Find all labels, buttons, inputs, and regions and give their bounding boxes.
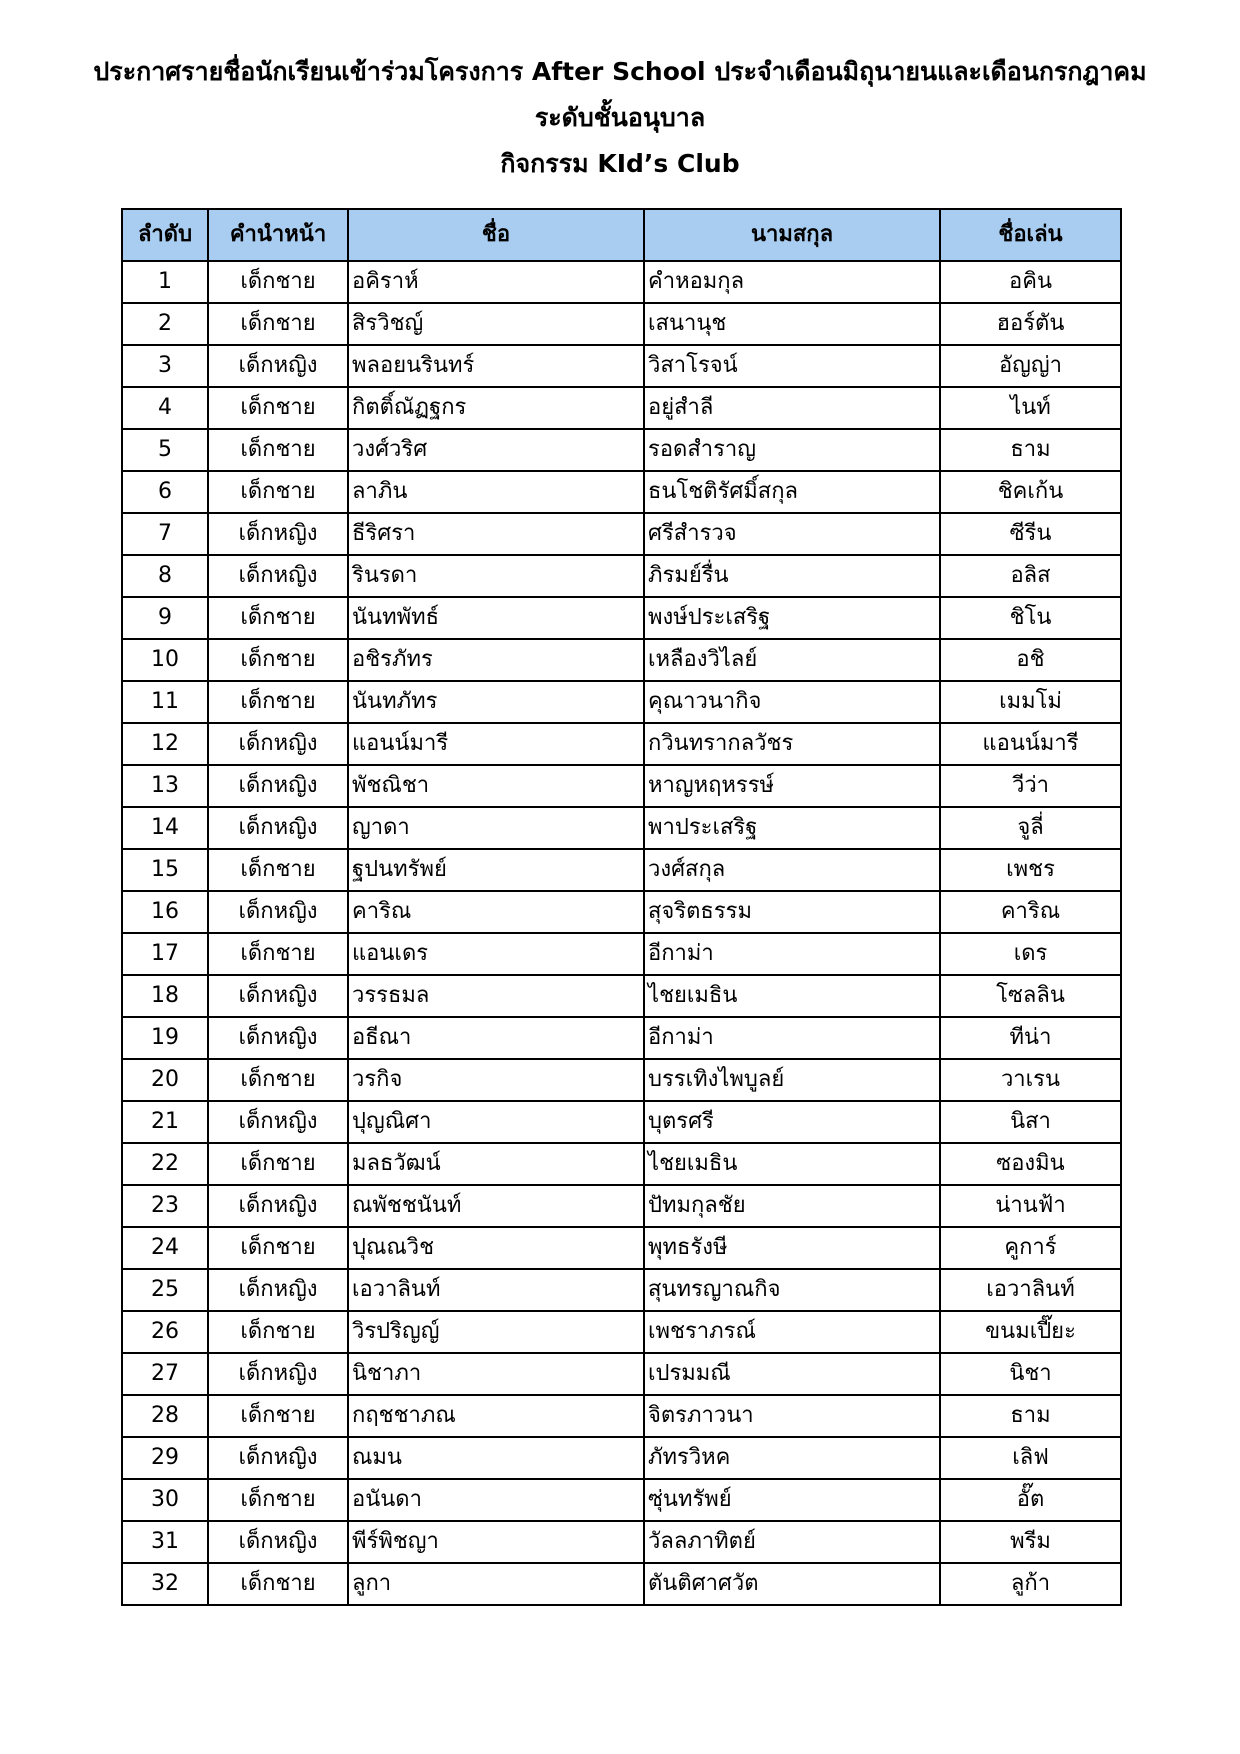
cell-no: 5 [122,429,208,471]
cell-title: เด็กหญิง [208,1101,348,1143]
cell-last-name: พงษ์ประเสริฐ [644,597,940,639]
cell-title: เด็กชาย [208,639,348,681]
table-row [122,1017,1121,1059]
document-activity: กิจกรรม KId’s Club [500,149,740,178]
cell-no: 32 [122,1563,208,1605]
table-row [122,429,1121,471]
cell-title: เด็กหญิง [208,975,348,1017]
cell-nickname: ซองมิน [940,1143,1121,1185]
cell-title: เด็กชาย [208,429,348,471]
cell-nickname: เดร [940,933,1121,975]
table-row [122,975,1121,1017]
cell-title: เด็กชาย [208,597,348,639]
cell-nickname: อั๊ต [940,1479,1121,1521]
cell-first-name: นันทพัทธ์ [348,597,644,639]
cell-first-name: ณมน [348,1437,644,1479]
cell-title: เด็กหญิง [208,555,348,597]
cell-last-name: ปัทมกุลชัย [644,1185,940,1227]
cell-first-name: ปุญณิศา [348,1101,644,1143]
cell-nickname: นิสา [940,1101,1121,1143]
cell-first-name: เอวาลินท์ [348,1269,644,1311]
cell-first-name: อธีณา [348,1017,644,1059]
cell-title: เด็กหญิง [208,1185,348,1227]
cell-last-name: อีกาม่า [644,1017,940,1059]
cell-first-name: กิตติ์ณัฏฐกร [348,387,644,429]
cell-nickname: คูการ์ [940,1227,1121,1269]
table-header-row [122,209,1121,261]
cell-nickname: พรีม [940,1521,1121,1563]
cell-title: เด็กชาย [208,849,348,891]
cell-title: เด็กหญิง [208,1521,348,1563]
cell-no: 3 [122,345,208,387]
cell-nickname: เลิฟ [940,1437,1121,1479]
cell-no: 22 [122,1143,208,1185]
cell-first-name: มลธวัฒน์ [348,1143,644,1185]
cell-nickname: ไนท์ [940,387,1121,429]
table-row [122,1059,1121,1101]
cell-nickname: แอนน์มารี [940,723,1121,765]
cell-first-name: ณพัชชนันท์ [348,1185,644,1227]
cell-no: 16 [122,891,208,933]
cell-last-name: ซุ่นทรัพย์ [644,1479,940,1521]
cell-no: 2 [122,303,208,345]
document-title: ประกาศรายชื่อนักเรียนเข้าร่วมโครงการ After School ประจำเดือนมิถุนายนและเดือนกรกฎาคม [93,57,1147,86]
cell-title: เด็กชาย [208,1059,348,1101]
cell-nickname: เพชร [940,849,1121,891]
cell-no: 9 [122,597,208,639]
column-header-title: คำนำหน้า [208,209,348,261]
cell-first-name: วรรธมล [348,975,644,1017]
cell-no: 26 [122,1311,208,1353]
cell-title: เด็กชาย [208,261,348,303]
cell-no: 23 [122,1185,208,1227]
table-row [122,1563,1121,1605]
cell-last-name: คำหอมกุล [644,261,940,303]
cell-last-name: รอดสำราญ [644,429,940,471]
cell-no: 12 [122,723,208,765]
table-row [122,681,1121,723]
cell-last-name: เหลืองวิไลย์ [644,639,940,681]
cell-title: เด็กหญิง [208,1437,348,1479]
cell-first-name: ฐปนทรัพย์ [348,849,644,891]
cell-title: เด็กชาย [208,1143,348,1185]
cell-title: เด็กหญิง [208,765,348,807]
cell-title: เด็กชาย [208,387,348,429]
cell-title: เด็กหญิง [208,807,348,849]
cell-last-name: วิสาโรจน์ [644,345,940,387]
table-row [122,1479,1121,1521]
cell-first-name: สิรวิชญ์ [348,303,644,345]
cell-first-name: อคิราห์ [348,261,644,303]
cell-first-name: พลอยนรินทร์ [348,345,644,387]
cell-no: 6 [122,471,208,513]
cell-last-name: เสนานุช [644,303,940,345]
table-row [122,849,1121,891]
table-row [122,891,1121,933]
table-row [122,555,1121,597]
cell-title: เด็กหญิง [208,1353,348,1395]
table-row [122,1227,1121,1269]
cell-last-name: บุตรศรี [644,1101,940,1143]
cell-no: 17 [122,933,208,975]
table-row [122,303,1121,345]
cell-no: 10 [122,639,208,681]
student-roster-table [121,208,1122,1606]
cell-nickname: วีว่า [940,765,1121,807]
cell-last-name: เปรมมณี [644,1353,940,1395]
cell-first-name: วงศ์วริศ [348,429,644,471]
cell-nickname: ชิโน [940,597,1121,639]
cell-title: เด็กหญิง [208,1017,348,1059]
cell-nickname: ขนมเปี๊ยะ [940,1311,1121,1353]
cell-nickname: ฮอร์ตัน [940,303,1121,345]
table-row [122,1311,1121,1353]
cell-first-name: นิชาภา [348,1353,644,1395]
cell-first-name: พีร์พิชญา [348,1521,644,1563]
cell-last-name: ไชยเมธิน [644,975,940,1017]
cell-nickname: เอวาลินท์ [940,1269,1121,1311]
cell-no: 13 [122,765,208,807]
cell-no: 4 [122,387,208,429]
column-header-first-name: ชื่อ [348,209,644,261]
table-row [122,765,1121,807]
cell-nickname: อคิน [940,261,1121,303]
cell-nickname: อัญญ่า [940,345,1121,387]
cell-last-name: สุจริตธรรม [644,891,940,933]
table-row [122,807,1121,849]
cell-no: 28 [122,1395,208,1437]
document-header [0,56,1240,194]
cell-no: 7 [122,513,208,555]
cell-title: เด็กชาย [208,1395,348,1437]
cell-last-name: ภิรมย์รื่น [644,555,940,597]
table-row [122,513,1121,555]
cell-title: เด็กชาย [208,471,348,513]
cell-no: 31 [122,1521,208,1563]
cell-title: เด็กหญิง [208,723,348,765]
cell-nickname: นิชา [940,1353,1121,1395]
cell-title: เด็กชาย [208,1563,348,1605]
cell-last-name: บรรเทิงไพบูลย์ [644,1059,940,1101]
cell-last-name: กวินทรากลวัชร [644,723,940,765]
cell-first-name: พัชณิชา [348,765,644,807]
table-row [122,1437,1121,1479]
cell-first-name: ปุณณวิช [348,1227,644,1269]
table-row [122,387,1121,429]
cell-nickname: โซลลิน [940,975,1121,1017]
cell-title: เด็กหญิง [208,513,348,555]
cell-first-name: อนันดา [348,1479,644,1521]
cell-last-name: หาญหฤหรรษ์ [644,765,940,807]
cell-no: 1 [122,261,208,303]
cell-last-name: พุทธรังษี [644,1227,940,1269]
table-row [122,1185,1121,1227]
cell-first-name: วิรปริญญ์ [348,1311,644,1353]
cell-last-name: เพชราภรณ์ [644,1311,940,1353]
cell-nickname: อชิ [940,639,1121,681]
cell-first-name: วรกิจ [348,1059,644,1101]
cell-nickname: คาริณ [940,891,1121,933]
cell-nickname: จูลี่ [940,807,1121,849]
cell-first-name: คาริณ [348,891,644,933]
column-header-nickname: ชื่อเล่น [940,209,1121,261]
cell-nickname: ทีน่า [940,1017,1121,1059]
table-row [122,345,1121,387]
table-row [122,471,1121,513]
cell-last-name: ธนโชติรัศมิ์สกุล [644,471,940,513]
table-row [122,1143,1121,1185]
cell-first-name: แอนน์มารี [348,723,644,765]
cell-title: เด็กชาย [208,933,348,975]
table-header [122,209,1121,261]
cell-first-name: ธีริศรา [348,513,644,555]
cell-title: เด็กหญิง [208,345,348,387]
cell-nickname: ลูก้า [940,1563,1121,1605]
table-row [122,261,1121,303]
table-row [122,1521,1121,1563]
table-row [122,639,1121,681]
cell-no: 14 [122,807,208,849]
cell-no: 11 [122,681,208,723]
table-row [122,1395,1121,1437]
cell-no: 30 [122,1479,208,1521]
cell-title: เด็กชาย [208,1227,348,1269]
table-row [122,597,1121,639]
cell-no: 29 [122,1437,208,1479]
cell-last-name: จิตรภาวนา [644,1395,940,1437]
cell-title: เด็กชาย [208,303,348,345]
cell-title: เด็กหญิง [208,1269,348,1311]
cell-first-name: นันทภัทร [348,681,644,723]
cell-title: เด็กชาย [208,681,348,723]
cell-title: เด็กชาย [208,1311,348,1353]
column-header-no: ลำดับ [122,209,208,261]
column-header-last-name: นามสกุล [644,209,940,261]
cell-first-name: แอนเดร [348,933,644,975]
cell-last-name: พาประเสริฐ [644,807,940,849]
cell-last-name: อีกาม่า [644,933,940,975]
cell-no: 8 [122,555,208,597]
cell-last-name: วัลลภาทิตย์ [644,1521,940,1563]
cell-nickname: อลิส [940,555,1121,597]
cell-no: 21 [122,1101,208,1143]
table-row [122,1269,1121,1311]
cell-no: 20 [122,1059,208,1101]
cell-last-name: ตันติศาศวัต [644,1563,940,1605]
cell-last-name: สุนทรญาณกิจ [644,1269,940,1311]
cell-first-name: อชิรภัทร [348,639,644,681]
table-body [122,261,1121,1605]
cell-first-name: รินรดา [348,555,644,597]
table-row [122,723,1121,765]
cell-first-name: ลูกา [348,1563,644,1605]
cell-no: 27 [122,1353,208,1395]
table-row [122,1101,1121,1143]
cell-first-name: กฤชชาภณ [348,1395,644,1437]
table-row [122,1353,1121,1395]
cell-last-name: อยู่สำลี [644,387,940,429]
cell-no: 19 [122,1017,208,1059]
cell-last-name: ภัทรวิหค [644,1437,940,1479]
cell-nickname: วาเรน [940,1059,1121,1101]
cell-no: 24 [122,1227,208,1269]
table-row [122,933,1121,975]
cell-nickname: น่านฟ้า [940,1185,1121,1227]
cell-last-name: วงศ์สกุล [644,849,940,891]
cell-nickname: เมมโม่ [940,681,1121,723]
cell-nickname: ซีรีน [940,513,1121,555]
cell-first-name: ญาดา [348,807,644,849]
cell-nickname: ธาม [940,429,1121,471]
cell-no: 15 [122,849,208,891]
cell-nickname: ธาม [940,1395,1121,1437]
cell-first-name: ลาภิน [348,471,644,513]
cell-title: เด็กชาย [208,1479,348,1521]
document-level: ระดับชั้นอนุบาล [534,103,706,132]
cell-no: 25 [122,1269,208,1311]
cell-no: 18 [122,975,208,1017]
cell-last-name: คุณาวนากิจ [644,681,940,723]
cell-last-name: ไชยเมธิน [644,1143,940,1185]
cell-title: เด็กหญิง [208,891,348,933]
cell-last-name: ศรีสำรวจ [644,513,940,555]
cell-nickname: ชิคเก้น [940,471,1121,513]
